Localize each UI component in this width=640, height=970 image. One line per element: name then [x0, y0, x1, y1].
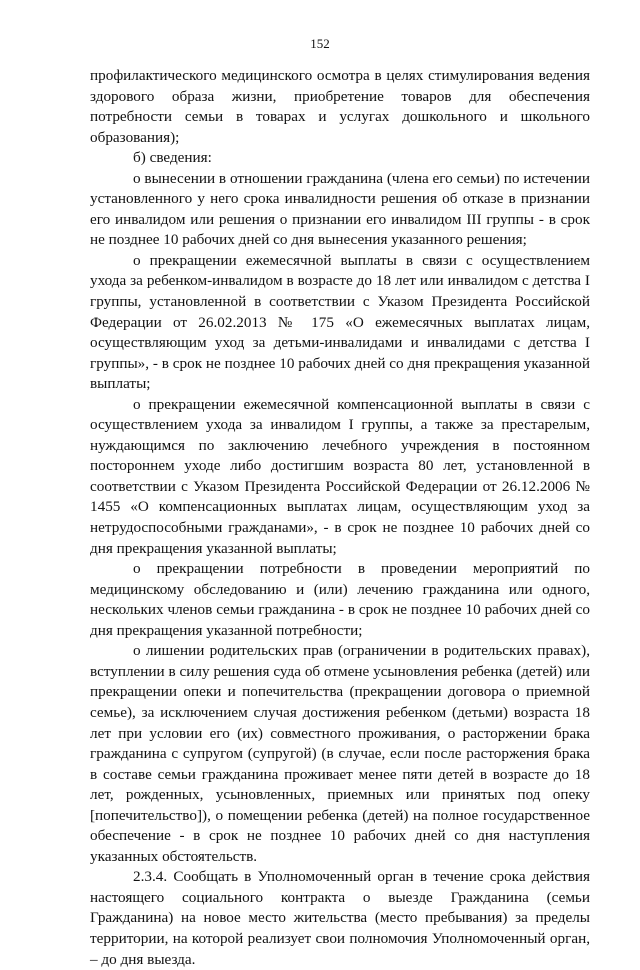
paragraph-2-3-4: 2.3.4. Сообщать в Уполномоченный орган в течение срока действия настоящего социального контракта о выезде Гражданина (семьи Гражданина) на новое место жительства (место пребывания) за пределы территории, на которой реализует свои полномочия Уполномоченный орган, – до дня выезда. [90, 868, 590, 968]
paragraph-item-b-heading: б) сведения: [133, 149, 212, 167]
paragraph-medical-needs: о прекращении потребности в проведении мероприятий по медицинскому обследованию и (или) лечению гражданина или одного, нескольких членов семьи гражданина - в срок не позднее 10 рабочих дней со дня прекращения указанной потребности; [90, 560, 590, 639]
paragraph-disabled-child-payment: о прекращении ежемесячной выплаты в связи с осуществлением ухода за ребенком-инвалидом в возрасте до 18 лет или инвалидом с детства I группы, установленной в соответствии с Указом Президента Российской Федерации от 26.02.2013 № 175 «О ежемесячных выплатах лицам, осуществляющим уход за детьми-инвалидами и инвалидами с детства I группы», - в срок не позднее 10 рабочих дней со дня прекращения указанной выплаты; [90, 251, 590, 393]
paragraph-compensation-payment: о прекращении ежемесячной компенсационной выплаты в связи с осуществлением ухода за инвалидом I группы, а также за престарелым, нуждающимся по заключению лечебного учреждения в постоянном постороннем уходе либо достигшим возраста 80 лет, установленной в соответствии с Указом Президента Российской Федерации от 26.12.2006 № 1455 «О компенсационных выплатах лицам, осуществляющим уход за нетрудоспособными гражданами», - в срок не позднее 10 рабочих дней со дня прекращения указанной выплаты; [90, 395, 590, 557]
document-body [90, 66, 590, 970]
paragraph-continuation: профилактического медицинского осмотра в целях стимулирования ведения здорового образа жизни, приобретение товаров для обеспечения потребности семьи в товарах и услугах дошкольного и школьного образования); [90, 67, 590, 146]
paragraph-parental-rights: о лишении родительских прав (ограничении в родительских правах), вступлении в силу решения суда об отмене усыновления ребенка (детей) или прекращении опеки и попечительства (прекращении договора о приемной семье), за исключением случая достижения ребенком (детьми) возраста 18 лет при условии его (их) совместного проживания, о расторжении брака гражданина с супругом (супругой) (в случае, если после расторжения брака в составе семьи гражданина проживает менее пяти детей в возрасте до 18 лет, рожденных, усыновленных, приемных или принятых под опеку [попечительство]), о помещении ребенка (детей) на полное государственное обеспечение - в срок не позднее 10 рабочих дней со дня наступления указанных обстоятельств. [90, 642, 590, 865]
paragraph-disability-decision: о вынесении в отношении гражданина (члена его семьи) по истечении установленного у него срока инвалидности решения об отказе в признании его инвалидом или решения о признании его инвалидом III группы - в срок не позднее 10 рабочих дней со дня вынесения указанного решения; [90, 169, 590, 249]
page-number: 152 [310, 36, 330, 51]
